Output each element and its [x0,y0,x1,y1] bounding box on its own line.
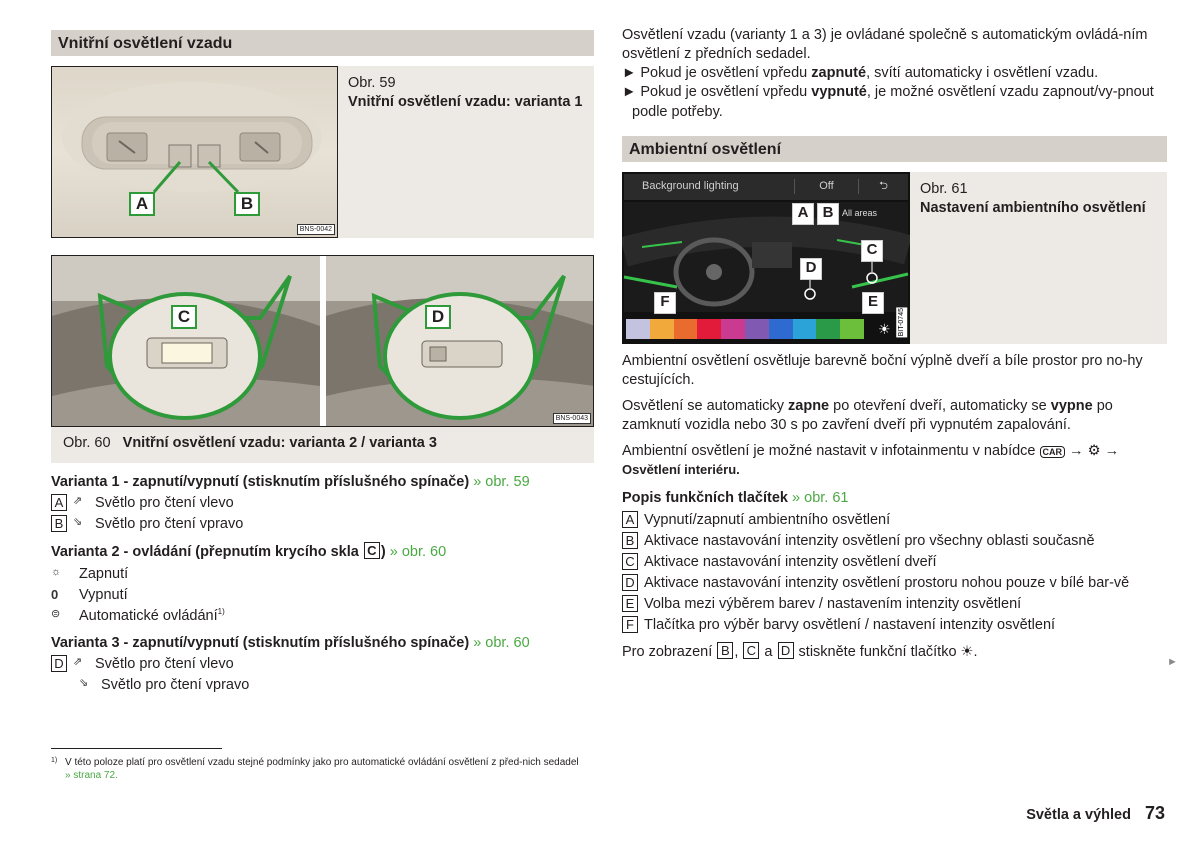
key-b-box: B [622,532,638,549]
final-instruction [622,642,1167,662]
figure-61-caption [910,172,1167,344]
car-button-icon: CAR [1040,446,1066,458]
callout-e: E [862,292,884,314]
list-item [51,586,594,605]
variant-2-ref-link[interactable]: » obr. 60 [389,544,447,561]
bullet-bold: vypnuté [811,84,867,101]
key-a-box: A [622,511,638,528]
light-on-icon: ☼ [51,565,62,578]
variant-2-heading [51,542,594,562]
on-off-toggle[interactable]: Off [794,179,858,194]
menu-item-interior-lighting: Osvětlení interiéru. [622,462,740,478]
ambient-paragraph-1: Ambientní osvětlení osvětluje barevně boční výplně dveří a bíle prostor pro no-hy cestujících. [622,352,1143,388]
rear-light-panel-illustration [52,67,338,238]
figure-number: Obr. 60 [63,435,111,451]
callout-f: F [654,292,676,314]
callout-d: D [425,305,451,329]
background-lighting-label: Background lighting [642,180,739,193]
p2-bold-off: vypne [1050,397,1093,414]
callout-a: A [129,192,155,216]
bullet-text-end: , svítí automaticky i osvětlení vzadu. [866,65,1099,82]
back-icon[interactable]: ⮌ [858,179,908,194]
list-item-text: Tlačítka pro výběr barvy osvětlení / nastavení intenzity osvětlení [644,617,1056,634]
bullet-bold: zapnuté [811,65,867,82]
color-swatch-magenta[interactable] [721,319,745,339]
list-item-text: Vypnutí/zapnutí ambientního osvětlení [644,511,891,528]
figure-id: BIT-0745 [896,307,907,337]
list-item-text: Aktivace nastavování intenzity osvětlení dveří [644,553,937,570]
color-swatch-green[interactable] [816,319,840,339]
final-and: a [764,644,773,661]
footnote-ref-link[interactable]: » strana 72. [65,769,118,781]
function-buttons-heading-text: Popis funkčních tlačítek [622,490,788,507]
bullet-text-end: , je možné osvětlení vzadu zapnout/vy-pnout podle potřeby. [632,84,1154,120]
key-f-box: F [622,616,638,633]
list-item [51,515,594,534]
function-buttons-ref-link[interactable]: » obr. 61 [792,490,849,507]
color-swatch-lavender[interactable] [626,319,650,339]
bullet-item: ► Pokud je osvětlení vpředu vypnuté, je možné osvětlení vzadu zapnout/vy-pnout podle potřeby. [622,84,1154,120]
figure-number: Obr. 59 [348,75,396,91]
chapter-title: Světla a výhled [1026,807,1131,823]
list-item [51,494,594,513]
variant-1-heading [51,473,594,492]
list-item-text: Světlo pro čtení vlevo [95,656,234,672]
final-text: Pro zobrazení [622,644,713,661]
ambient-paragraph-2 [622,397,1167,435]
p2-text-end: po zamknutí vozidla nebo 30 s po zavření dveří při vypnutém zapalování. [622,397,1113,433]
reading-light-icon: ⇗ [73,656,83,668]
p2-text-mid: po otevření dveří, automaticky se [833,397,1047,414]
key-e-box: E [622,595,638,612]
color-swatch-purple[interactable] [745,319,769,339]
list-item-text: Světlo pro čtení vpravo [95,516,244,533]
figure-59-caption [338,66,594,238]
list-item-text: Vypnutí [79,586,128,603]
list-item-text: Aktivace nastavování intenzity osvětlení pro všechny oblasti současně [644,532,1095,549]
key-a-box: A [51,494,67,511]
settings-path-icon: → ⚙ → [1069,443,1120,460]
key-d-box: D [51,655,67,672]
section-title-ambient: Ambientní osvětlení [622,136,1167,162]
footnote-mark: 1) [51,757,58,764]
all-areas-label[interactable]: All areas [842,207,878,218]
figure-60-image [51,255,594,427]
footnote-ref: 1) [217,606,225,616]
footnote-separator [51,748,222,749]
variant-3-ref-link[interactable]: » obr. 60 [473,634,530,651]
bullet-item: ► Pokud je osvětlení vpředu zapnuté, svítí automaticky i osvětlení vzadu. [622,65,1099,82]
callout-d: D [800,258,822,280]
light-off-icon: 0 [51,586,59,602]
list-item-text: Automatické ovládání [79,607,218,624]
variant-1-ref-link[interactable]: » obr. 59 [473,474,530,490]
figure-id: BNS-0042 [297,224,335,235]
reading-light-icon: ⇘ [73,516,83,529]
left-column [51,30,594,695]
sun-icon[interactable]: ☀ [878,320,891,337]
callout-b: B [234,192,260,216]
list-item-text: Světlo pro čtení vlevo [95,495,234,512]
final-text-end: stiskněte funkční tlačítko ☀. [798,644,978,661]
key-b-box: B [717,642,733,659]
figure-id: BNS-0043 [553,413,591,424]
list-item [622,511,1167,530]
reading-light-icon: ⇘ [79,677,89,690]
figure-61-image [622,172,910,344]
key-c-box: C [364,542,380,559]
variant-2-heading-text: Varianta 2 - ovládání (přepnutím krycího skla [51,544,359,561]
variant-3-heading [51,634,594,653]
list-item [51,676,594,695]
color-swatch-orange[interactable] [650,319,674,339]
list-item [51,565,594,584]
figure-61 [622,172,1167,344]
p2-bold-on: zapne [788,397,830,414]
next-page-arrow-icon: ► [1167,656,1178,668]
list-item [622,616,1167,635]
key-d-box: D [778,642,794,659]
footnote [51,757,596,782]
key-d-box: D [622,574,638,591]
key-c-box: C [622,553,638,570]
figure-caption: Vnitřní osvětlení vzadu: varianta 1 [348,94,583,111]
list-item [622,595,1167,614]
figure-59 [51,66,594,238]
list-item-text: Světlo pro čtení vpravo [101,677,250,694]
final-separator: , [734,644,739,661]
list-item [622,553,1167,572]
list-item-text: Aktivace nastavování intenzity osvětlení prostoru nohou pouze v bílé bar-vě [644,574,1130,591]
callout-c: C [861,240,883,262]
color-swatch-bar [626,319,864,339]
key-b-box: B [51,515,67,532]
variant-2-heading-close: ) [380,544,386,561]
key-c-box: C [743,642,759,659]
bullet-text: Pokud je osvětlení vpředu [640,84,808,101]
list-item [51,655,594,674]
color-swatch-light-blue[interactable] [793,319,817,339]
figure-59-image [51,66,338,238]
figure-number: Obr. 61 [920,180,968,197]
p3-text: Ambientní osvětlení je možné nastavit v infotainmentu v nabídce [622,443,1036,460]
p2-text: Osvětlení se automaticky [622,397,784,414]
figure-60-caption [51,427,594,463]
list-item [622,574,1167,593]
callout-c: C [171,305,197,329]
ambient-paragraph-3 [622,442,1167,480]
variant-3-heading-text: Varianta 3 - zapnutí/vypnutí (stisknutím příslušného spínače) [51,634,470,651]
function-buttons-heading [622,489,1167,508]
footnote-text: V této poloze platí pro osvětlení vzadu stejné podmínky jako pro automatické ovládání osvětlení z před-nich sedadel [65,757,579,768]
bullet-text: Pokud je osvětlení vpředu [640,65,808,82]
list-item [51,607,594,626]
figure-caption: Vnitřní osvětlení vzadu: varianta 2 / varianta 3 [122,435,437,451]
callout-a: A [792,203,814,225]
color-swatch-red[interactable] [697,319,721,339]
figure-caption: Nastavení ambientního osvětlení [920,199,1146,216]
list-item-text: Volba mezi výběrem barev / nastavením intenzity osvětlení [644,596,1022,612]
color-swatch-red-orange[interactable] [674,319,698,339]
rear-cabin-illustration [52,256,594,427]
reading-light-icon: ⇗ [73,495,83,508]
color-swatch-blue[interactable] [769,319,793,339]
section-title-rear-lighting: Vnitřní osvětlení vzadu [51,30,594,56]
list-item-text: Zapnutí [79,565,129,582]
color-swatch-light-green[interactable] [840,319,864,339]
intro-paragraph: Osvětlení vzadu (varianty 1 a 3) je ovládané společně s automatickým ovládá-ním osvětlení z předních sedadel. [622,27,1148,63]
page-footer [1026,802,1165,826]
variant-1-heading-text: Varianta 1 - zapnutí/vypnutí (stisknutím příslušného spínače) [51,474,470,490]
callout-b: B [817,203,839,225]
light-auto-icon: ⊜ [51,607,61,620]
list-item [622,532,1167,551]
page-number: 73 [1144,803,1165,823]
right-column [622,26,1167,662]
